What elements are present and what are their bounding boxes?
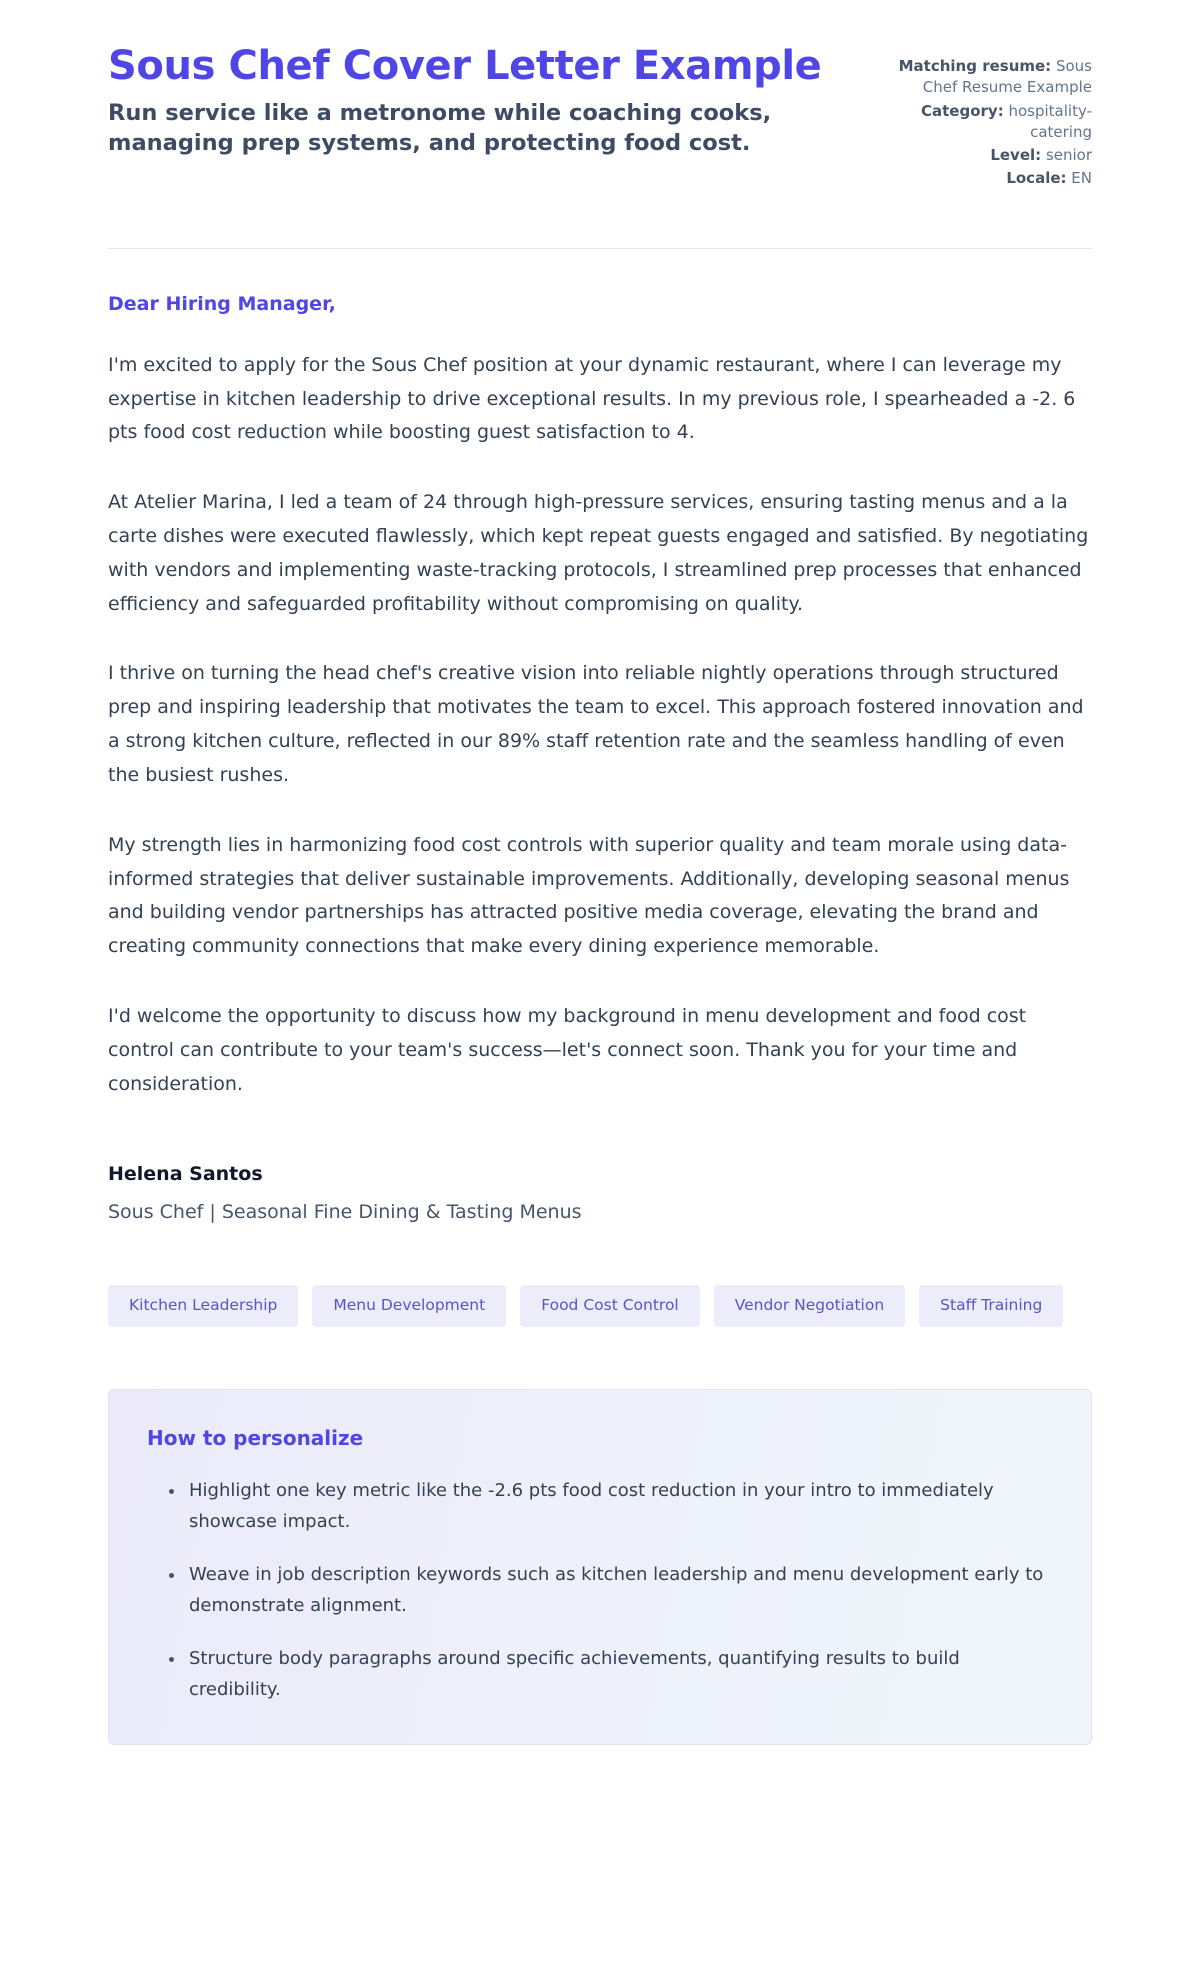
letter-paragraph: I'm excited to apply for the Sous Chef position at your dynamic restaurant, where I can leverage my expertise in kitchen leadership to drive exceptional results. In my previous role, I spearheaded a -2. 6 pts food cost reduction while boosting guest satisfaction to 4. — [108, 353, 1076, 444]
meta-locale-label: Locale: — [1006, 169, 1067, 188]
header-title-block — [108, 44, 837, 159]
page-subtitle: Run service like a metronome while coaching cooks, managing prep systems, and protecting food cost. — [108, 99, 772, 156]
meta-category-label: Category: — [921, 101, 1004, 120]
letter-paragraph: My strength lies in harmonizing food cost controls with superior quality and team morale using data-informed strategies that deliver sustainable improvements. Additionally, developing seasonal menus and building vendor partnerships has attracted positive media coverage, elevating the brand and creating community connections that make every dining experience memorable. — [108, 833, 1070, 958]
page-title: Sous Chef Cover Letter Example — [108, 43, 822, 89]
personalize-callout — [108, 1389, 1092, 1745]
skill-chip[interactable]: Vendor Negotiation — [714, 1285, 905, 1327]
meta-locale — [877, 168, 1092, 189]
letter-paragraph: I thrive on turning the head chef's creative vision into reliable nightly operations through structured prep and inspiring leadership that motivates the team to excel. This approach fostered innovation and a strong kitchen culture, reflected in our 89% staff retention rate and the seamless handling of even the busiest rushes. — [108, 662, 1084, 786]
document-header — [108, 44, 1092, 206]
meta-category-value: hospitality-catering — [1008, 101, 1092, 141]
letter-paragraph: I'd welcome the opportunity to discuss how my background in menu development and food cost control can contribute to your team's success—let's connect soon. Thank you for your time and consideration. — [108, 1004, 1027, 1095]
meta-level — [877, 145, 1092, 166]
signature-name: Helena Santos — [108, 1163, 263, 1186]
signature-block — [108, 1163, 1092, 1223]
meta-matching-resume — [877, 56, 1092, 99]
meta-level-label: Level: — [990, 146, 1042, 165]
callout-title: How to personalize — [147, 1425, 364, 1450]
meta-category — [877, 101, 1092, 144]
skill-chip-list — [108, 1285, 1092, 1327]
document-metadata — [877, 44, 1092, 192]
skill-chip[interactable]: Menu Development — [312, 1285, 506, 1327]
callout-tip-item: Structure body paragraphs around specific achievements, quantifying results to build credibility. — [169, 1644, 1053, 1706]
meta-locale-value: EN — [1071, 169, 1092, 188]
skill-chip[interactable]: Staff Training — [919, 1285, 1063, 1327]
skill-chip[interactable]: Kitchen Leadership — [108, 1285, 298, 1327]
letter-body — [108, 249, 1092, 1102]
letter-salutation: Dear Hiring Manager, — [108, 292, 336, 315]
callout-tip-item: Weave in job description keywords such as kitchen leadership and menu development early to demonstrate alignment. — [169, 1560, 1053, 1622]
skill-chip[interactable]: Food Cost Control — [520, 1285, 700, 1327]
letter-paragraph: At Atelier Marina, I led a team of 24 through high-pressure services, ensuring tasting menus and a la carte dishes were executed flawlessly, which kept repeat guests engaged and satisfied. By negotiating with vendors and implementing waste-tracking protocols, I streamlined prep processes that enhanced efficiency and safeguarded profitability without compromising on quality. — [108, 491, 1089, 615]
signature-role: Sous Chef | Seasonal Fine Dining & Tasting Menus — [108, 1201, 582, 1224]
meta-level-value: senior — [1045, 146, 1092, 165]
callout-tip-list — [147, 1476, 1053, 1706]
meta-matching-resume-label: Matching resume: — [898, 57, 1052, 75]
callout-tip-item: Highlight one key metric like the -2.6 pts food cost reduction in your intro to immediately showcase impact. — [169, 1476, 1053, 1538]
meta-matching-resume-value: Sous Chef Resume Example — [922, 57, 1092, 97]
